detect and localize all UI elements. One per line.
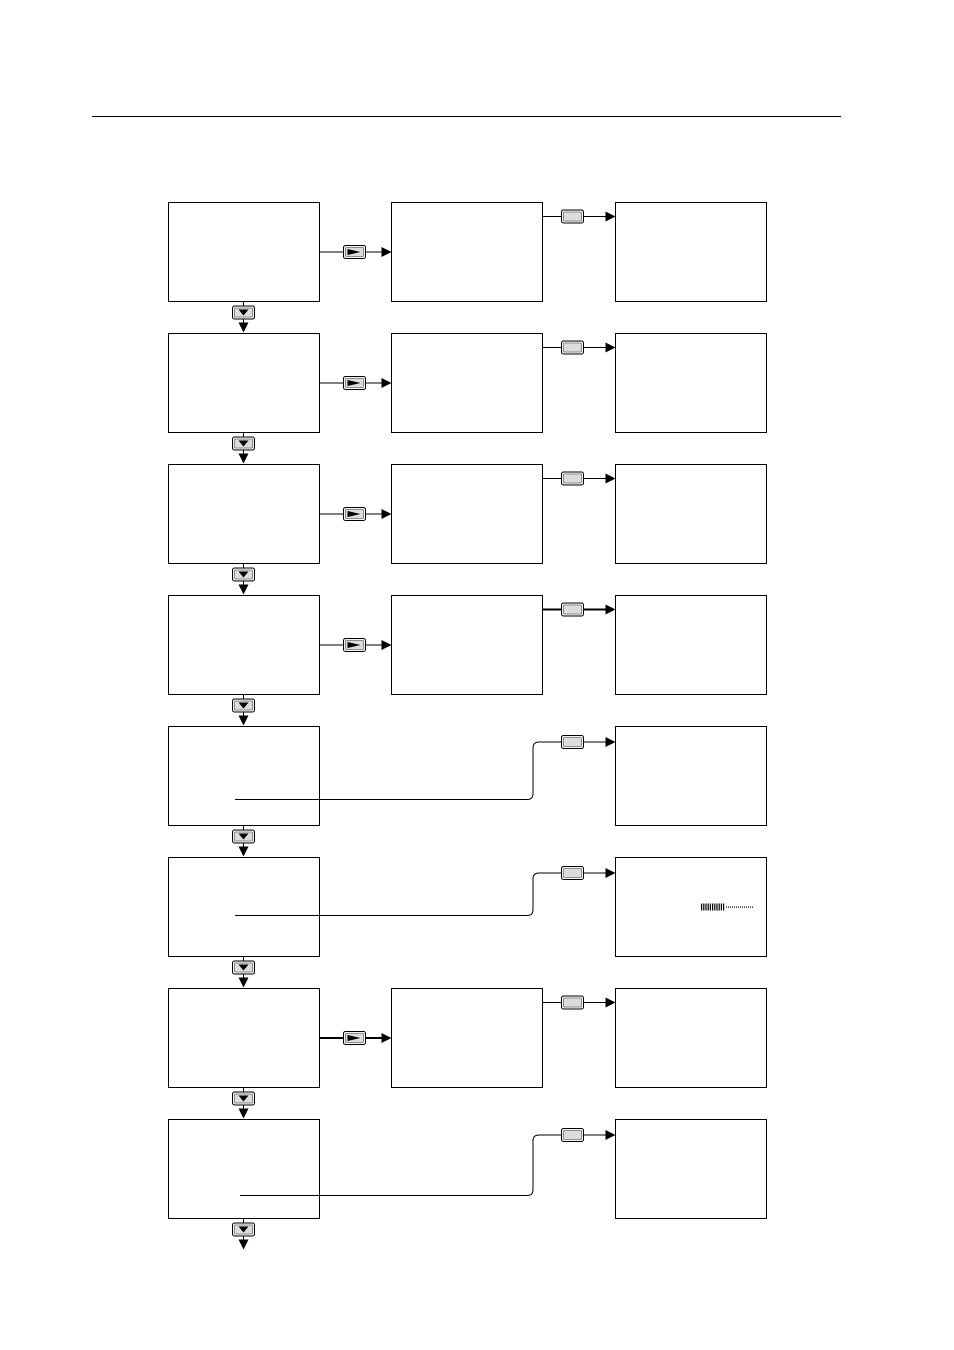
menu-screen-left bbox=[169, 989, 320, 1088]
arrowhead-right bbox=[606, 998, 616, 1008]
menu-screen-left bbox=[169, 727, 320, 826]
progress-bar-segment bbox=[710, 904, 711, 911]
menu-screen-middle bbox=[392, 203, 543, 302]
arrowhead-right bbox=[606, 343, 616, 353]
menu-screen-right bbox=[616, 465, 767, 564]
progress-bar-segment bbox=[716, 904, 717, 911]
key-face bbox=[564, 474, 582, 483]
arrowhead-right bbox=[382, 378, 392, 388]
progress-bar-dot bbox=[738, 907, 739, 908]
menu-screen-middle bbox=[392, 989, 543, 1088]
diagram-rows bbox=[169, 203, 767, 1250]
progress-bar-segment bbox=[719, 904, 720, 911]
arrowhead-right bbox=[382, 1033, 392, 1043]
progress-bar-dot bbox=[752, 907, 753, 908]
arrowhead-right bbox=[606, 605, 616, 615]
menu-screen-left bbox=[169, 465, 320, 564]
arrowhead-down bbox=[239, 847, 249, 857]
arrowhead-right bbox=[382, 247, 392, 257]
progress-bar-dot bbox=[748, 907, 749, 908]
key-face bbox=[564, 738, 582, 747]
arrowhead-right bbox=[606, 474, 616, 484]
progress-bar-segment bbox=[721, 904, 722, 911]
progress-bar-segment bbox=[723, 904, 724, 911]
progress-bar-dot bbox=[740, 907, 741, 908]
menu-screen-right bbox=[616, 596, 767, 695]
progress-bar-dot bbox=[744, 907, 745, 908]
menu-screen-right bbox=[616, 334, 767, 433]
key-face bbox=[564, 998, 582, 1007]
arrowhead-down bbox=[239, 978, 249, 988]
arrowhead-down bbox=[239, 716, 249, 726]
progress-bar-dot bbox=[732, 907, 733, 908]
progress-bar-segment bbox=[714, 904, 715, 911]
menu-screen-right bbox=[616, 727, 767, 826]
arrowhead-right bbox=[606, 868, 616, 878]
menu-screen-left bbox=[169, 334, 320, 433]
progress-bar-segment bbox=[705, 904, 706, 911]
menu-screen-middle bbox=[392, 465, 543, 564]
progress-bar-segment bbox=[701, 904, 702, 911]
arrowhead-down bbox=[239, 1109, 249, 1119]
menu-screen-middle bbox=[392, 596, 543, 695]
menu-screen-left bbox=[169, 596, 320, 695]
arrowhead-down bbox=[239, 323, 249, 333]
menu-screen-left bbox=[169, 1120, 320, 1219]
progress-bar-segment bbox=[703, 904, 704, 911]
menu-screen-middle bbox=[392, 334, 543, 433]
arrowhead-right bbox=[606, 737, 616, 747]
arrowhead-down bbox=[239, 454, 249, 464]
menu-screen-right bbox=[616, 1120, 767, 1219]
key-face bbox=[564, 343, 582, 352]
key-face bbox=[564, 869, 582, 878]
arrowhead-right bbox=[606, 1130, 616, 1140]
menu-screen-right bbox=[616, 858, 767, 957]
progress-bar-segment bbox=[708, 904, 709, 911]
arrowhead-right bbox=[382, 640, 392, 650]
menu-screen-left bbox=[169, 203, 320, 302]
arrowhead-right bbox=[606, 212, 616, 222]
menu-screen-right bbox=[616, 989, 767, 1088]
menu-screen-left bbox=[169, 858, 320, 957]
arrowhead-down bbox=[239, 1240, 249, 1250]
progress-bar-dot bbox=[726, 907, 727, 908]
progress-bar-dot bbox=[736, 907, 737, 908]
key-face bbox=[564, 1131, 582, 1140]
key-face bbox=[564, 605, 582, 614]
progress-bar-dot bbox=[746, 907, 747, 908]
menu-screen-right bbox=[616, 203, 767, 302]
arrowhead-right bbox=[382, 509, 392, 519]
arrowhead-down bbox=[239, 585, 249, 595]
progress-bar-dot bbox=[730, 907, 731, 908]
progress-bar-dot bbox=[728, 907, 729, 908]
progress-bar-dot bbox=[734, 907, 735, 908]
key-face bbox=[564, 212, 582, 221]
progress-bar-segment bbox=[712, 904, 713, 911]
progress-bar-dot bbox=[742, 907, 743, 908]
progress-bar-dot bbox=[750, 907, 751, 908]
